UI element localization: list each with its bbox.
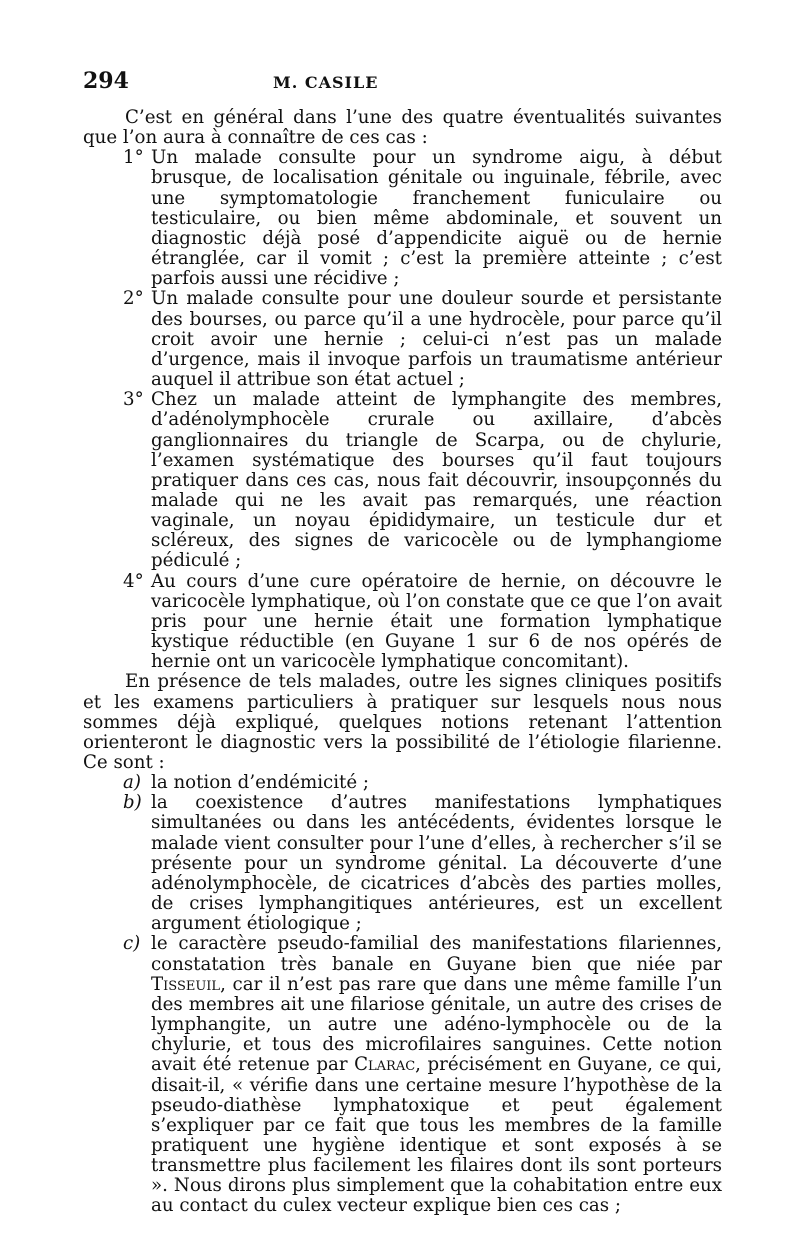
intro-paragraph: C’est en général dans l’une des quatre éventualités suivantes que l’on aura à connaître de ces cas : — [83, 107, 722, 149]
lettered-item-a — [123, 773, 722, 793]
item-letter: a) — [123, 772, 141, 794]
item-text-part: , précisément en Guyane, ce qui, disait-il, « vérifie dans une certaine mesure l’hypothèse de la pseudo-diathèse lymphatoxique et peut également s’expliquer par ce fait que tous les membres de la famille pratiquent une hygiène identique et sont exposés à se transmettre plus facilement les filaires dont ils sont porteurs ». Nous dirons plus simplement que la cohabitation entre eux au contact du culex vecteur explique bien ces cas ; — [151, 1054, 722, 1217]
second-paragraph: En présence de tels malades, outre les signes cliniques positifs et les examens particuliers à pratiquer sur lesquels nous nous sommes déjà expliqué, quelques notions retenant l’attention orienteront le diagnostic vers la possibilité de l’étiologie filarienne. Ce sont : — [83, 671, 722, 773]
item-number: 4° — [123, 570, 144, 592]
item-text: Au cours d’une cure opératoire de hernie, on découvre le varicocèle lymphatique, où l’on constate que ce que l’on avait pris pour une hernie était une formation lymphatique kystique réductible (en Guyane 1 sur 6 de nos opérés de hernie ont un varicocèle lymphatique concomitant). — [151, 570, 722, 673]
item-text: la notion d’endémicité ; — [151, 772, 370, 794]
item-text: Un malade consulte pour un syndrome aigu, à début brusque, de localisation génitale ou inguinale, fébrile, avec une symptomatologie franchement funiculaire ou testiculaire, ou bien même abdominale, et souvent un diagnostic déjà posé d’appendicite aiguë ou de hernie étranglée, car il vomit ; c’est la première atteinte ; c’est parfois aussi une récidive ; — [151, 147, 722, 290]
page-header — [83, 68, 722, 98]
item-text — [151, 934, 722, 1216]
numbered-item-1 — [123, 148, 722, 289]
running-head: M. CASILE — [273, 73, 379, 92]
lettered-item-b — [123, 793, 722, 934]
page-number: 294 — [83, 68, 129, 94]
item-number: 3° — [123, 389, 144, 411]
item-text-part: , car il n’est pas rare que dans une même famille l’un des membres ait une filariose génitale, un autre des crises de lymphangite, un autre une adéno-lymphocèle ou de la chylurie, et tous des microfilaires sanguines. Cette notion avait été retenue par — [151, 973, 722, 1076]
lettered-item-c — [123, 934, 722, 1216]
body-text — [83, 108, 722, 1217]
numbered-item-4 — [123, 572, 722, 673]
author-name-clarac: Clarac — [354, 1054, 416, 1076]
item-text: la coexistence d’autres manifestations lymphatiques simultanées ou dans les antécédents, évidentes lorsque le malade vient consulter pour l’une d’elles, à rechercher s’il se présente pour un syndrome génital. La découverte d’une adénolymphocèle, de cicatrices d’abcès des parties molles, de crises lymphangitiques antérieures, est un excellent argument étiologique ; — [151, 792, 722, 935]
item-text-part: le caractère pseudo-familial des manifestations filariennes, constatation très banale en Guyane bien que niée par — [151, 933, 722, 975]
item-text: Un malade consulte pour une douleur sourde et persistante des bourses, ou parce qu’il a une hydrocèle, pour parce qu’il croit avoir une hernie ; celui-ci n’est pas un malade d’urgence, mais il invoque parfois un traumatisme antérieur auquel il attribue son état actuel ; — [151, 288, 722, 391]
item-text: Chez un malade atteint de lymphangite des membres, d’adénolymphocèle crurale ou axillaire, d’abcès ganglionnaires du triangle de Scarpa, ou de chylurie, l’examen systématique des bourses qu’il faut toujours pratiquer dans ces cas, nous fait découvrir, insoupçonnés du malade qui ne les avait pas remarqués, une réaction vaginale, un noyau épididymaire, un testicule dur et scléreux, des signes de varicocèle ou de lymphangiome pédiculé ; — [151, 389, 722, 572]
item-number: 1° — [123, 147, 144, 169]
numbered-item-3 — [123, 390, 722, 571]
item-letter: b) — [123, 792, 142, 814]
author-name-tisseuil: Tisseuil — [151, 973, 221, 995]
numbered-item-2 — [123, 289, 722, 390]
item-number: 2° — [123, 288, 144, 310]
item-letter: c) — [123, 933, 141, 955]
